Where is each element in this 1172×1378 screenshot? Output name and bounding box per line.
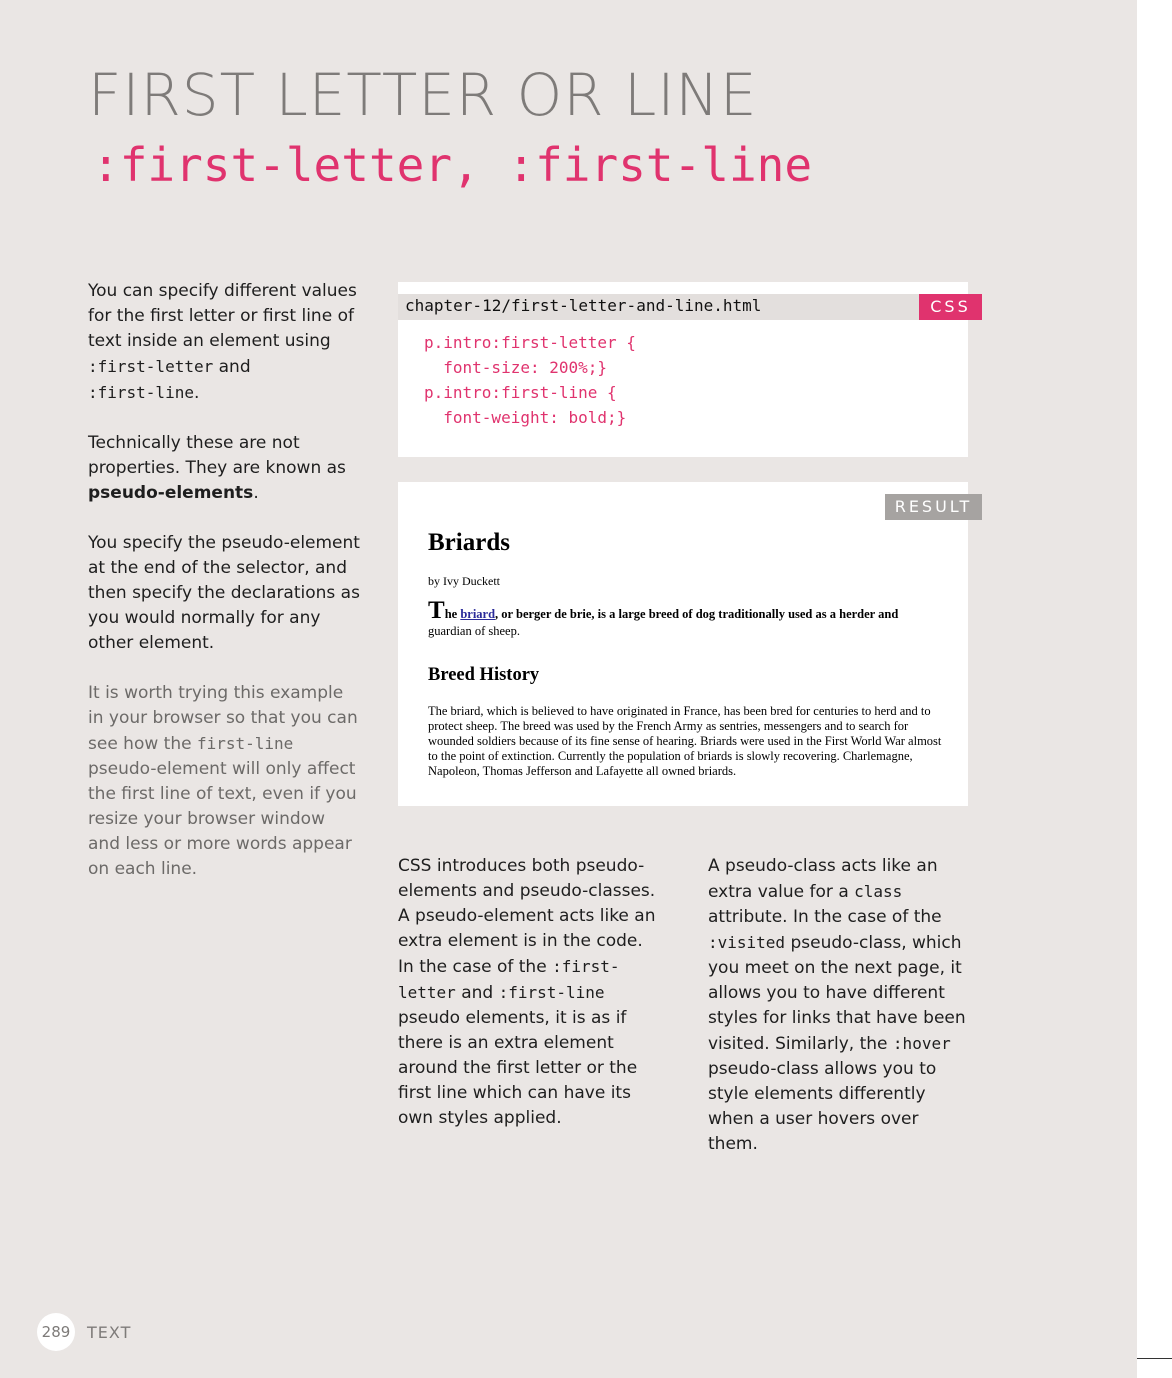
code-example-box bbox=[398, 282, 971, 457]
result-subheading: Breed History bbox=[428, 665, 540, 685]
text-span: pseudo-element will only affect the first line of text, even if you resize your browser window and less or more words appear on each line. bbox=[88, 759, 357, 879]
text-span: Technically these are not properties. They are known as bbox=[88, 433, 346, 478]
code-span: :visited bbox=[708, 933, 786, 952]
code-span: :first-line bbox=[498, 983, 605, 1002]
page-edge-divider bbox=[1137, 1358, 1172, 1359]
result-intro-paragraph bbox=[428, 597, 943, 640]
text-span: CSS introduces both pseudo-elements and pseudo-classes. A pseudo-element acts like an extra element is in the code. In the case of the bbox=[398, 856, 656, 977]
code-span: :first-line bbox=[88, 383, 194, 402]
code-span: class bbox=[854, 882, 903, 901]
result-example-box bbox=[398, 482, 973, 806]
left-column bbox=[88, 279, 360, 907]
code-line: font-weight: bold;} bbox=[424, 408, 627, 427]
code-line: p.intro:first-letter { bbox=[424, 333, 636, 352]
pseudo-elements-paragraph bbox=[88, 431, 360, 506]
result-tag: RESULT bbox=[885, 494, 982, 520]
code-span: :first-letter bbox=[398, 957, 620, 1002]
text-span: You can specify different values for the first letter or first line of text inside an element using bbox=[88, 281, 357, 351]
text-span: . bbox=[193, 383, 200, 403]
briard-link[interactable]: briard bbox=[460, 607, 496, 621]
result-heading: Briards bbox=[428, 529, 510, 556]
intro-paragraph bbox=[88, 279, 360, 406]
text-span: pseudo elements, it is as if there is an extra element around the first letter or the first line which can have its own styles applied. bbox=[398, 1008, 638, 1128]
code-filename-bar bbox=[398, 294, 968, 320]
code-span: :hover bbox=[892, 1034, 951, 1053]
pseudo-class-explanation bbox=[708, 854, 966, 1157]
page-subtitle: :first-letter, :first-line bbox=[92, 138, 813, 192]
text-span: A pseudo-class acts like an extra value for a bbox=[708, 856, 938, 902]
page-number: 289 bbox=[37, 1313, 75, 1351]
text-span: pseudo-class allows you to style elements differently when a user hovers over them. bbox=[708, 1059, 937, 1154]
text-span: . bbox=[253, 483, 259, 503]
text-span: he bbox=[444, 607, 458, 621]
code-span: first-line bbox=[196, 734, 294, 753]
text-span: guardian of sheep. bbox=[428, 624, 520, 638]
section-name: TEXT bbox=[87, 1323, 132, 1342]
pseudo-element-explanation bbox=[398, 854, 656, 1131]
code-line: p.intro:first-line { bbox=[424, 383, 617, 402]
result-paragraph: The briard, which is believed to have originated in France, has been bred for centuries to herd and to protect sheep. The breed was used by the French Army as sentries, messengers and to search for wounded soldiers because of its fine sense of hearing. Briards were used in the First World War almost to the point of extinction. Currently the population of briards is slowly recovering. Charlemagne, Napoleon, Thomas Jefferson and Lafayette all owned briards. bbox=[428, 704, 942, 778]
selector-paragraph: You specify the pseudo-element at the end of the selector, and then specify the declarations as you would normally for any other element. bbox=[88, 533, 360, 653]
result-byline: by Ivy Duckett bbox=[428, 574, 500, 588]
code-line: font-size: 200%;} bbox=[424, 358, 608, 377]
code-filename: chapter-12/first-letter-and-line.html bbox=[405, 296, 762, 315]
text-span: It is worth trying this example in your browser so that you can see how the bbox=[88, 683, 358, 754]
text-span: attribute. In the case of the bbox=[708, 907, 942, 927]
first-line bbox=[428, 597, 899, 624]
text-span: pseudo-class, which you meet on the next page, it allows you to have different styles for links that have been visited. Similarly, the bbox=[708, 933, 966, 1054]
css-tag: CSS bbox=[919, 294, 982, 320]
bottom-left-column bbox=[398, 854, 656, 1131]
page-title: FIRST LETTER OR LINE bbox=[88, 61, 758, 129]
code-span: :first-letter bbox=[88, 357, 214, 376]
text-span: and bbox=[461, 983, 494, 1003]
text-span: and bbox=[218, 357, 251, 377]
bold-term: pseudo-elements bbox=[88, 483, 254, 503]
code-lines bbox=[424, 330, 636, 430]
text-span: , or berger de brie, is a large breed of dog traditionally used as a herder and bbox=[495, 607, 899, 621]
first-letter: T bbox=[428, 597, 445, 624]
bottom-right-column bbox=[708, 854, 966, 1157]
tip-paragraph bbox=[88, 681, 360, 882]
